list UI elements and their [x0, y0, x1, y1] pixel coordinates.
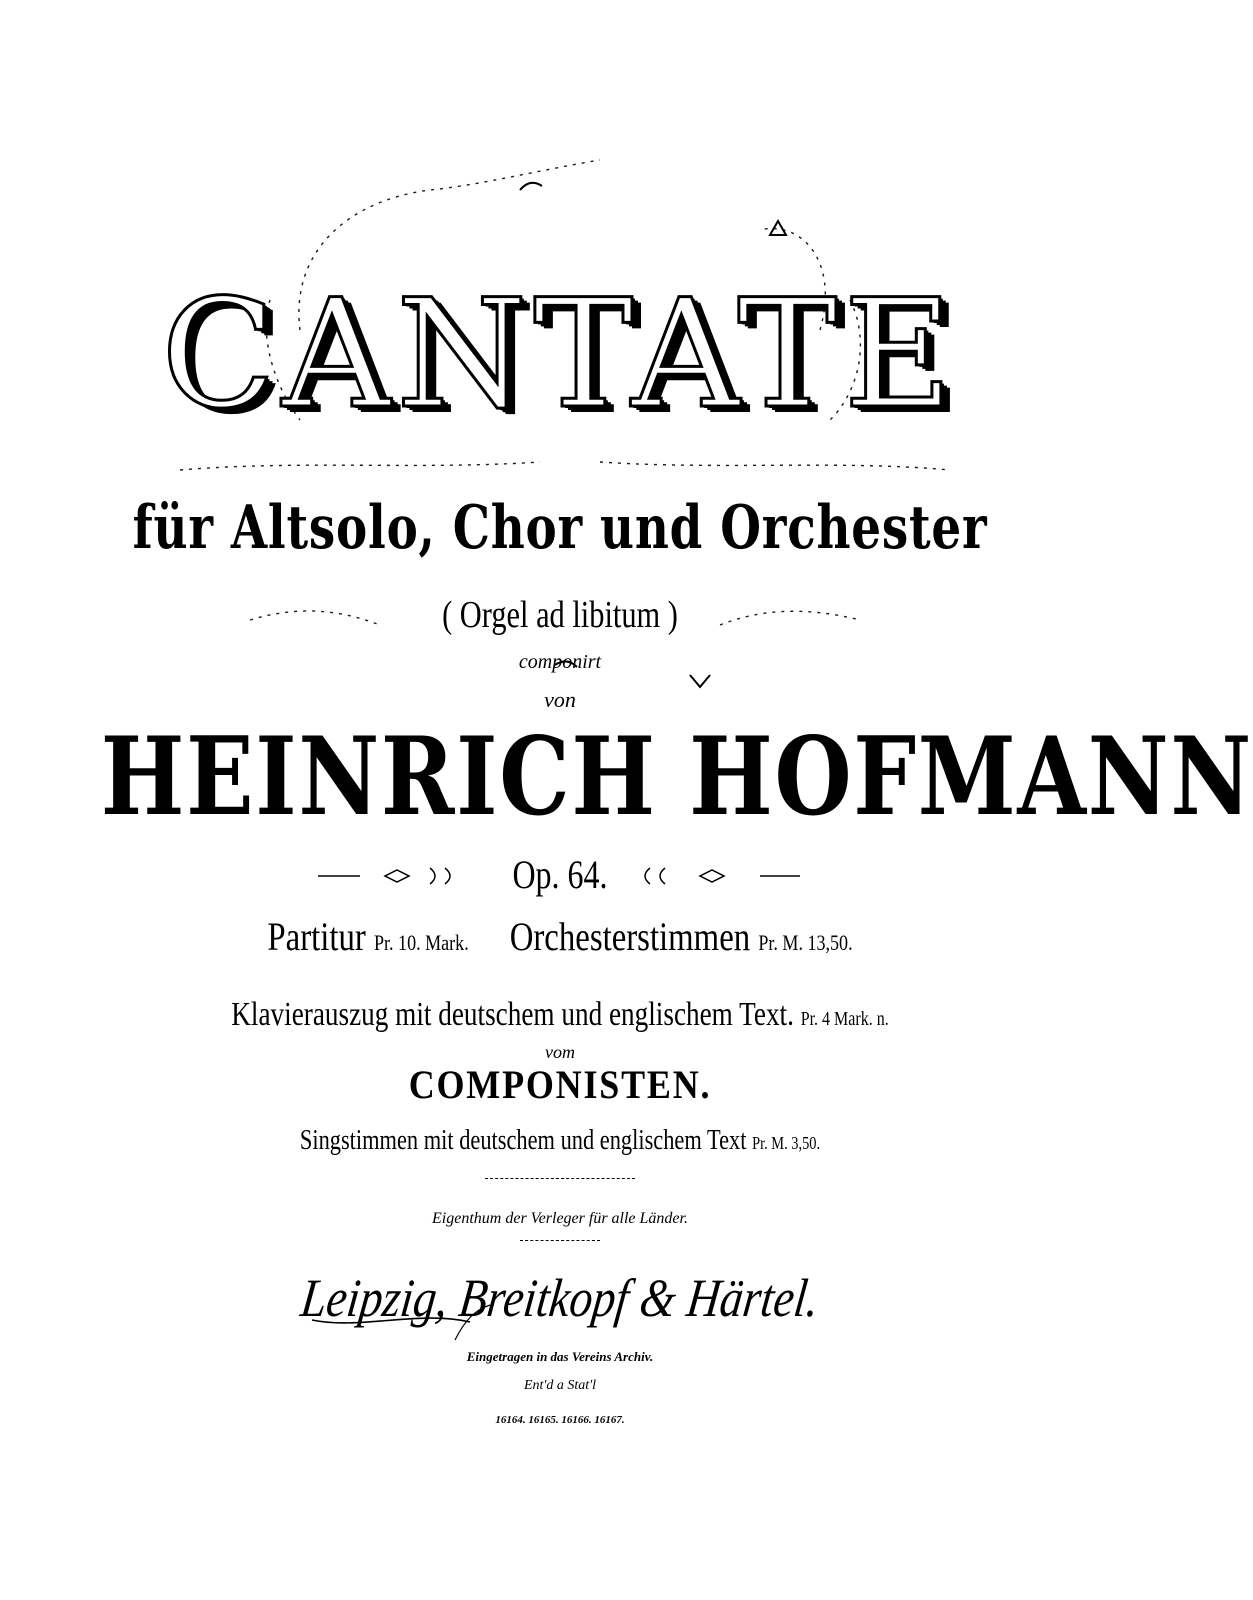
vocal-parts-line — [112, 1122, 1008, 1162]
page-title: CANTATE — [161, 268, 959, 442]
piano-reduction-line — [112, 992, 1008, 1042]
composer-name: HEINRICH HOFMANN — [100, 714, 1253, 840]
score-price: Pr. 10. Mark. — [373, 930, 469, 955]
organ-note: ( Orgel ad libitum ) — [442, 594, 678, 636]
piano-price: Pr. 4 Mark. n. — [800, 1008, 889, 1030]
divider — [485, 1178, 635, 1179]
publisher-imprint: Leipzig, Breitkopf & Härtel. — [297, 1268, 823, 1328]
score-label: Partitur — [267, 914, 366, 959]
opus-number: Op. 64. — [512, 852, 608, 897]
from-label: vom — [545, 1042, 575, 1062]
registration-note: Eingetragen in das Vereins Archiv. — [466, 1349, 654, 1364]
plate-numbers: 16164. 16165. 16166. 16167. — [495, 1414, 625, 1426]
publisher-underline-flourish — [0, 1300, 1120, 1350]
rights-notice: Eigenthum der Verleger für alle Länder. — [432, 1210, 688, 1227]
parts-label: Orchesterstimmen — [509, 914, 751, 959]
price-line-score-parts — [101, 910, 1019, 970]
entry-note: Ent'd a Stat'l — [523, 1378, 597, 1393]
piano-label: Klavierauszug mit deutschem und englischem Text. — [231, 996, 794, 1033]
voices-price: Pr. M. 3,50. — [752, 1133, 821, 1153]
work-subtitle: für Altsolo, Chor und Orchester — [132, 493, 988, 563]
parts-price: Pr. M. 13,50. — [758, 930, 853, 955]
composed-label: componirt — [518, 651, 602, 673]
by-label: von — [544, 687, 576, 712]
composer-attribution: COMPONISTEN. — [408, 1062, 712, 1107]
voices-label: Singstimmen mit deutschem und englischem Text — [299, 1125, 747, 1156]
divider — [520, 1240, 600, 1241]
